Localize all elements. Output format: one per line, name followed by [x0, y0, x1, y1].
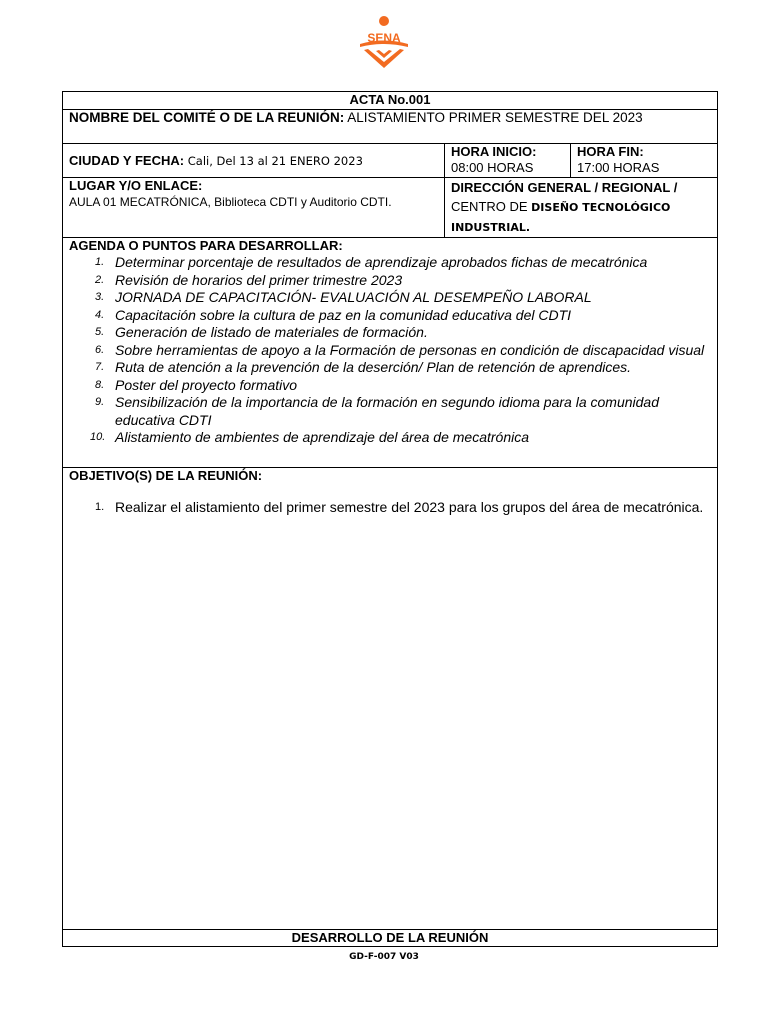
agenda-item-number: 5.	[95, 326, 105, 338]
agenda-item-text: Ruta de atención a la prevención de la deserción/ Plan de retención de aprendices.	[115, 359, 632, 375]
hora-inicio-cell	[445, 144, 571, 178]
agenda-item-text: Determinar porcentaje de resultados de aprendizaje aprobados fichas de mecatrónica	[115, 254, 648, 270]
objetivo-item	[69, 497, 711, 517]
ciudad-value: Cali, Del 13 al 21 ENERO 2023	[184, 153, 363, 168]
hora-fin-cell	[571, 144, 718, 178]
lugar-value: AULA 01 MECATRÓNICA, Biblioteca CDTI y Auditorio CDTI.	[69, 195, 392, 209]
agenda-item-text: Sensibilización de la importancia de la formación en segundo idioma para la comunidad educativa CDTI	[115, 394, 659, 428]
agenda-item-text: Capacitación sobre la cultura de paz en la comunidad educativa del CDTI	[115, 306, 572, 323]
hora-fin-value: 17:00 HORAS	[577, 160, 660, 175]
ciudad-cell	[63, 144, 445, 178]
agenda-item	[69, 359, 711, 377]
agenda-item	[69, 254, 711, 272]
agenda-item	[69, 324, 711, 342]
footer-form-code: GD-F-007 V03	[349, 952, 419, 962]
hora-fin-label: HORA FIN:	[577, 144, 644, 159]
agenda-item	[69, 394, 711, 429]
direccion-value-1: CENTRO DE	[451, 199, 532, 214]
agenda-item	[69, 289, 711, 307]
agenda-item-number: 1.	[95, 256, 105, 268]
nombre-cell	[63, 110, 718, 144]
agenda-item-text: Revisión de horarios del primer trimestre 2023	[115, 271, 403, 288]
agenda-item-number: 8.	[95, 378, 105, 391]
hora-inicio-label: HORA INICIO:	[451, 144, 537, 159]
acta-table	[62, 91, 718, 947]
agenda-item-number: 2.	[95, 273, 105, 286]
logo-text: SENA	[367, 31, 401, 45]
objetivos-cell	[63, 468, 718, 930]
objetivo-item-number: 1.	[95, 501, 105, 513]
agenda-item-text: Generación de listado de materiales de formación.	[115, 324, 428, 340]
agenda-cell	[63, 238, 718, 468]
sena-logo-icon	[356, 14, 412, 70]
lugar-cell	[63, 178, 445, 238]
agenda-item-number: 4.	[95, 308, 105, 321]
agenda-item-number: 6.	[95, 343, 105, 356]
agenda-item	[69, 429, 711, 447]
hora-inicio-value: 08:00 HORAS	[451, 160, 534, 175]
ciudad-label: CIUDAD Y FECHA:	[69, 152, 185, 168]
agenda-item	[69, 342, 711, 360]
direccion-label: DIRECCIÓN GENERAL / REGIONAL /	[451, 180, 678, 195]
agenda-item-text: Sobre herramientas de apoyo a la Formación de personas en condición de discapacidad visual	[115, 341, 705, 358]
agenda-item-number: 9.	[95, 396, 105, 408]
agenda-item-text: Alistamiento de ambientes de aprendizaje del área de mecatrónica	[115, 429, 530, 445]
agenda-item-number: 3.	[95, 291, 105, 303]
agenda-item	[69, 377, 711, 395]
lugar-label: LUGAR Y/O ENLACE:	[69, 178, 203, 193]
direccion-cell	[445, 178, 718, 238]
agenda-item-number: 7.	[95, 361, 105, 373]
agenda-item	[69, 272, 711, 290]
objetivo-item-text: Realizar el alistamiento del primer semestre del 2023 para los grupos del área de mecatrónica.	[115, 499, 704, 515]
nombre-value: ALISTAMIENTO PRIMER SEMESTRE DEL 2023	[344, 110, 643, 125]
agenda-item-text: JORNADA DE CAPACITACIÓN- EVALUACIÓN AL DESEMPEÑO LABORAL	[115, 289, 592, 305]
objetivos-label: OBJETIVO(S) DE LA REUNIÓN:	[69, 468, 263, 483]
sena-logo	[356, 14, 412, 70]
nombre-label: NOMBRE DEL COMITÉ O DE LA REUNIÓN:	[69, 110, 345, 125]
agenda-label: AGENDA O PUNTOS PARA DESARROLLAR:	[69, 238, 343, 253]
desarrollo-label: DESARROLLO DE LA REUNIÓN	[63, 930, 718, 947]
agenda-item-text: Poster del proyecto formativo	[115, 376, 298, 393]
agenda-list	[69, 254, 711, 447]
agenda-item	[69, 307, 711, 325]
direccion-value-2: DISEÑO TECNOLÓGICO INDUSTRIAL.	[451, 201, 671, 234]
acta-title: ACTA No.001	[63, 92, 718, 110]
agenda-item-number: 10.	[90, 431, 106, 443]
